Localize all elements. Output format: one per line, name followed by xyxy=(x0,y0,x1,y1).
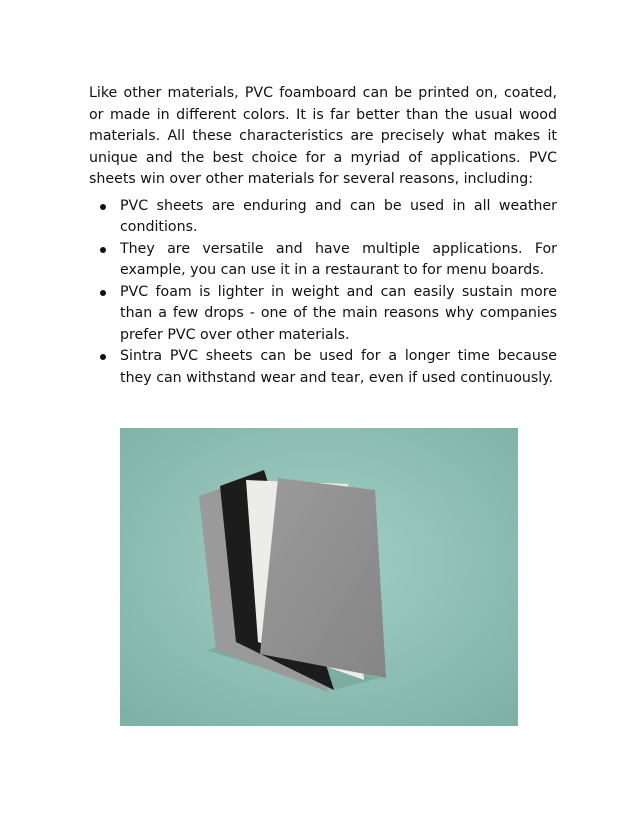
list-item xyxy=(89,239,557,282)
front-grey-sheet xyxy=(260,478,386,678)
list-item xyxy=(89,282,557,347)
bullet-icon xyxy=(100,290,106,296)
list-item xyxy=(89,196,557,239)
list-item-text: PVC foam is lighter in weight and can easily sustain more than a few drops - one of the main reasons why companies prefer PVC over other materials. xyxy=(120,283,557,343)
bullet-icon xyxy=(100,247,106,253)
benefits-list xyxy=(89,196,557,390)
list-item-text: PVC sheets are enduring and can be used in all weather conditions. xyxy=(120,197,557,235)
list-item xyxy=(89,346,557,389)
pvc-sheets-illustration xyxy=(120,428,518,726)
pvc-sheets-photo xyxy=(120,428,518,726)
bullet-icon xyxy=(100,204,106,210)
list-item-text: They are versatile and have multiple applications. For example, you can use it in a restaurant to for menu boards. xyxy=(120,240,557,278)
document-body xyxy=(89,83,557,389)
bullet-icon xyxy=(100,354,106,360)
intro-paragraph: Like other materials, PVC foamboard can be printed on, coated, or made in different colors. It is far better than the usual wood materials. All these characteristics are precisely what makes it unique and the best choice for a myriad of applications. PVC sheets win over other materials for several reasons, including: xyxy=(89,85,557,187)
list-item-text: Sintra PVC sheets can be used for a longer time because they can withstand wear and tear, even if used continuously. xyxy=(120,348,557,386)
